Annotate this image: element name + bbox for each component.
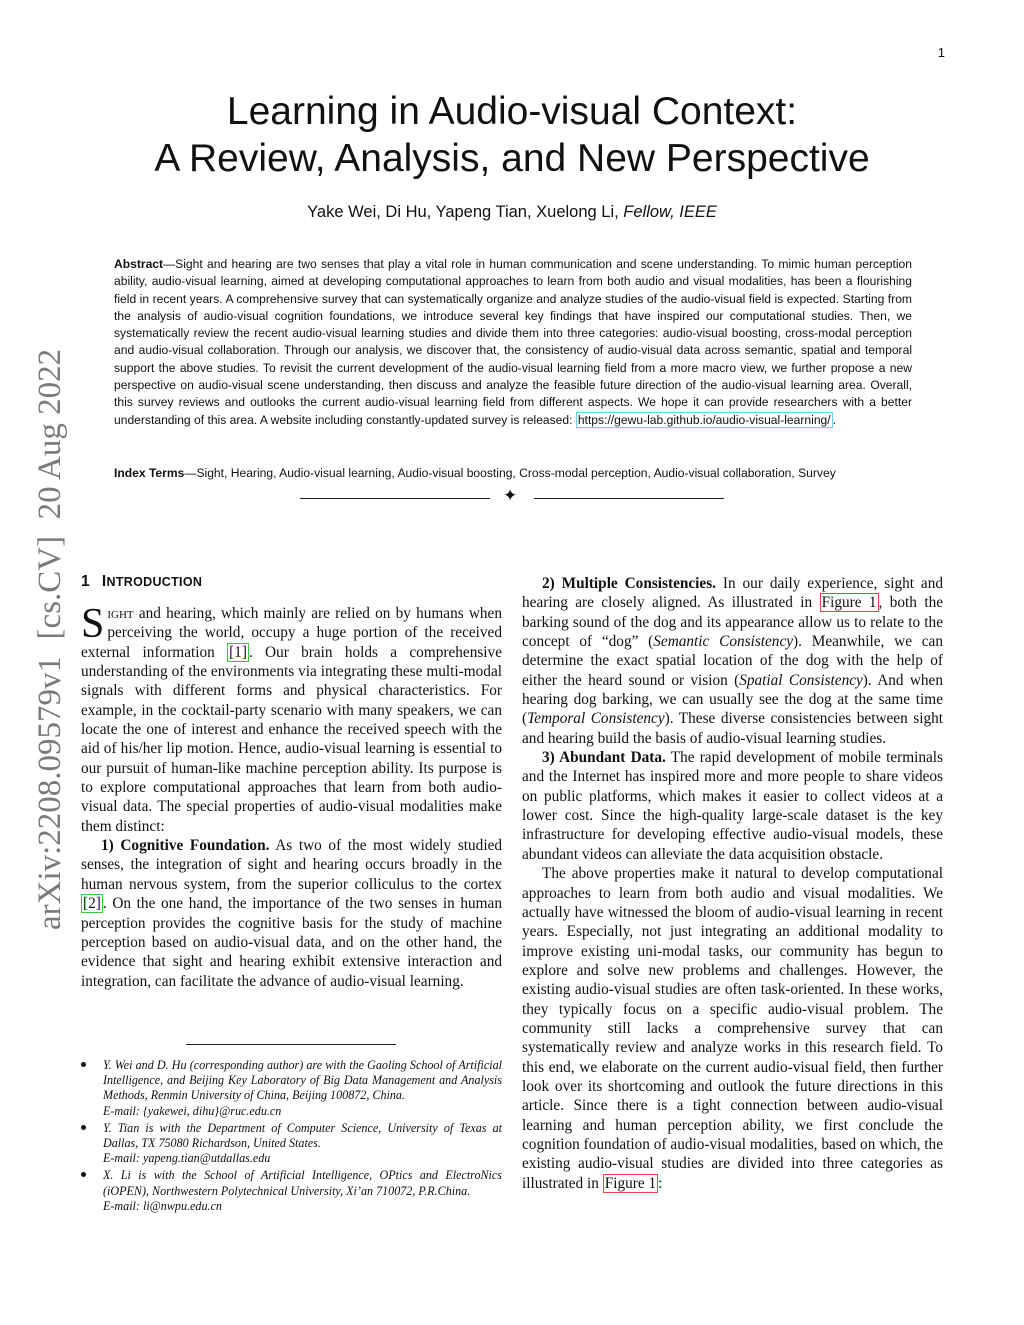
title-line-1: Learning in Audio-visual Context: bbox=[226, 90, 798, 133]
drop-cap: S bbox=[81, 601, 105, 647]
section-title-rest: NTRODUCTION bbox=[106, 575, 203, 589]
footnote-text: Y. Wei and D. Hu (corresponding author) are with the Gaoling School of Artificial Intelligence, and Beijing Key Laboratory of Big Data Management and Analysis Methods, Renmin University of China, Beijing 100872, China. bbox=[103, 1058, 502, 1103]
divider-star-icon: ✦ bbox=[503, 486, 518, 506]
cognitive-foundation-paragraph bbox=[81, 836, 502, 991]
consistencies-text-c: ). Meanwhile, we can determine the exact spatial location of the dog with the help of either the heard sound or vision ( bbox=[522, 633, 943, 689]
temporal-consistency-term: Temporal Consistency bbox=[527, 710, 665, 728]
abstract-end: . bbox=[832, 412, 837, 427]
overview-end: : bbox=[658, 1174, 663, 1192]
section-divider bbox=[300, 486, 724, 509]
paper-title bbox=[0, 88, 1024, 182]
bullet-icon bbox=[81, 1062, 86, 1067]
multiple-consistencies-paragraph bbox=[522, 574, 943, 748]
section-heading-introduction bbox=[81, 573, 202, 591]
author-names: Yake Wei, Di Hu, Yapeng Tian, Xuelong Li, bbox=[307, 203, 624, 221]
bullet-icon bbox=[81, 1172, 86, 1177]
page-number: 1 bbox=[937, 45, 945, 60]
footnote-email: E-mail: li@nwpu.edu.cn bbox=[103, 1198, 222, 1213]
figure-1-reference[interactable]: Figure 1 bbox=[604, 1174, 657, 1192]
abundant-data-text: The rapid development of mobile terminals and the Internet has inspired more and more people to share videos on public platforms, which makes it easier to collect videos at a lower cost. Since the high-quality large-scale dataset is the key infrastructure for developing effective audio-visual models, these abundant videos can alleviate the data acquisition obstacle. bbox=[522, 749, 943, 863]
footnote-item bbox=[81, 1121, 502, 1167]
citation-1[interactable]: [1] bbox=[229, 643, 247, 661]
abstract-label: Abstract bbox=[114, 257, 164, 271]
footnotes bbox=[81, 1058, 502, 1216]
cognitive-foundation-heading: 1) Cognitive Foundation. bbox=[101, 837, 270, 855]
bullet-icon bbox=[81, 1125, 86, 1130]
spatial-consistency-term: Spatial Consistency bbox=[739, 671, 863, 689]
consistencies-text-b: , both the barking sound of the dog and its appearance allow us to relate to the concept of “dog” ( bbox=[522, 594, 944, 651]
index-terms-label: Index Terms bbox=[114, 466, 185, 480]
section-number: 1 bbox=[81, 573, 90, 590]
multiple-consistencies-heading: 2) Multiple Consistencies. bbox=[542, 575, 716, 592]
intro-smallcaps: ight bbox=[107, 605, 134, 622]
arxiv-identifier[interactable]: arXiv:2208.09579v1 [cs.CV] 20 Aug 2022 bbox=[32, 348, 68, 930]
project-website-link[interactable]: https://gewu-lab.github.io/audio-visual-learning/ bbox=[577, 412, 831, 427]
cognitive-text-a: As two of the most widely studied senses, the integration of sight and hearing occurs broadly in the human nervous system, from the superior colliculus to the cortex bbox=[81, 837, 503, 893]
overview-paragraph bbox=[522, 864, 943, 1193]
intro-paragraph bbox=[81, 601, 502, 836]
left-column bbox=[81, 601, 503, 991]
abundant-data-heading: 3) Abundant Data. bbox=[542, 749, 666, 767]
consistencies-text-a: In our daily experience, sight and hearing are closely aligned. As illustrated in bbox=[522, 575, 943, 612]
index-terms bbox=[114, 465, 914, 482]
divider-rule-right bbox=[534, 498, 724, 499]
abstract-text: —Sight and hearing are two senses that play a vital role in human communication and scene understanding. To mimic human perception ability, audio-visual learning, aimed at developing computational approaches to learn from both audio and visual modalities, has been a flourishing field in recent years. A comprehensive survey that can systematically organize and analyze studies of the audio-visual field is expected. Starting from the analysis of audio-visual cognition foundations, we introduce several key findings that have inspired our computational studies. Then, we systematically review the recent audio-visual learning studies and divide them into three categories: audio-visual boosting, cross-modal perception and audio-visual collaboration. Through our analysis, we discover that, the consistency of audio-visual data across semantic, spatial and temporal support the above studies. To revisit the current development of the audio-visual learning field from a more macro view, we further propose a new perspective on audio-visual scene understanding, then discuss and analyze the feasible future direction of the audio-visual learning area. Overall, this survey reviews and outlooks the current audio-visual learning field from different aspects. We hope it can provide researchers with a better understanding of this area. A website including constantly-updated survey is released: bbox=[114, 257, 912, 427]
overview-text: The above properties make it natural to develop computational approaches to learn from both audio and visual modalities. We actually have witnessed the bloom of audio-visual learning in recent years. Especially, not just integrating an additional modality to improve existing uni-modal tasks, our community has begun to explore and solve new problems and challenges. However, the existing audio-visual studies are often task-oriented. In these works, they typically focus on a specific audio-visual problem. The community still lacks a comprehensive survey that can systematically review and analyze works in this research field. To this end, we elaborate on the current audio-visual field, then further look over its shortcoming and outlook the future directions in this article. Since there is a tight connection between audio-visual learning and human perception ability, we first conclude the cognition foundation of audio-visual modalities, based on which, the existing audio-visual studies are divided into three categories as illustrated in bbox=[522, 865, 943, 1192]
footnote-email: E-mail: yapeng.tian@utdallas.edu bbox=[103, 1151, 271, 1166]
right-column bbox=[522, 574, 943, 1193]
consistencies-text-d: ). And when hearing dog barking, we can usually see the dog at the same time ( bbox=[522, 671, 943, 728]
intro-text-a: and hearing, which mainly are relied on by humans when perceiving the world, occupy a huge portion of the received external information bbox=[81, 605, 502, 661]
figure-1-reference[interactable]: Figure 1 bbox=[821, 594, 877, 612]
section-title-initial: I bbox=[101, 573, 107, 590]
footnote-rule bbox=[186, 1044, 396, 1045]
citation-2[interactable]: [2] bbox=[83, 895, 101, 913]
index-terms-text: —Sight, Hearing, Audio-visual learning, Audio-visual boosting, Cross-modal perception, Audio-visual collaboration, Survey bbox=[184, 466, 836, 480]
footnote-item bbox=[81, 1168, 502, 1214]
author-role: Fellow, IEEE bbox=[623, 203, 717, 221]
author-list bbox=[0, 203, 1024, 222]
cognitive-text-b: . On the one hand, the importance of the two senses in human perception provides the cognitive basis for the study of machine perception based on audio-visual data, and on the other hand, the evidence that sight and hearing exhibit extensive interaction and integration, can facilitate the advance of audio-visual learning. bbox=[81, 895, 502, 990]
abundant-data-paragraph bbox=[522, 748, 943, 864]
semantic-consistency-term: Semantic Consistency bbox=[653, 633, 794, 651]
abstract bbox=[114, 256, 912, 429]
footnote-text: X. Li is with the School of Artificial Intelligence, OPtics and ElectroNics (iOPEN), Northwestern Polytechnical University, Xi’an 710072, P.R.China. bbox=[103, 1168, 502, 1198]
consistencies-text-e: ). These diverse consistencies between sight and hearing build the basis of audio-visual learning studies. bbox=[522, 710, 943, 747]
divider-rule-left bbox=[300, 498, 490, 499]
title-line-2: A Review, Analysis, and New Perspective bbox=[154, 137, 870, 180]
footnote-item bbox=[81, 1058, 502, 1119]
footnote-text: Y. Tian is with the Department of Computer Science, University of Texas at Dallas, TX 75080 Richardson, United States. bbox=[103, 1120, 502, 1151]
intro-text-b: . Our brain holds a comprehensive understanding of the environments via integrating these multi-modal signals with different forms and physical characteristics. For example, in the cocktail-party scenario with many speakers, we can locate the one of interest and enhance the received speech with the aid of his/her lip motion. Hence, audio-visual learning is essential to our pursuit of human-like machine perception ability. Its purpose is to explore computational approaches that learn from both audio-visual data. The special properties of audio-visual modalities make them distinct: bbox=[81, 643, 502, 835]
footnote-email: E-mail: {yakewei, dihu}@ruc.edu.cn bbox=[103, 1103, 282, 1118]
